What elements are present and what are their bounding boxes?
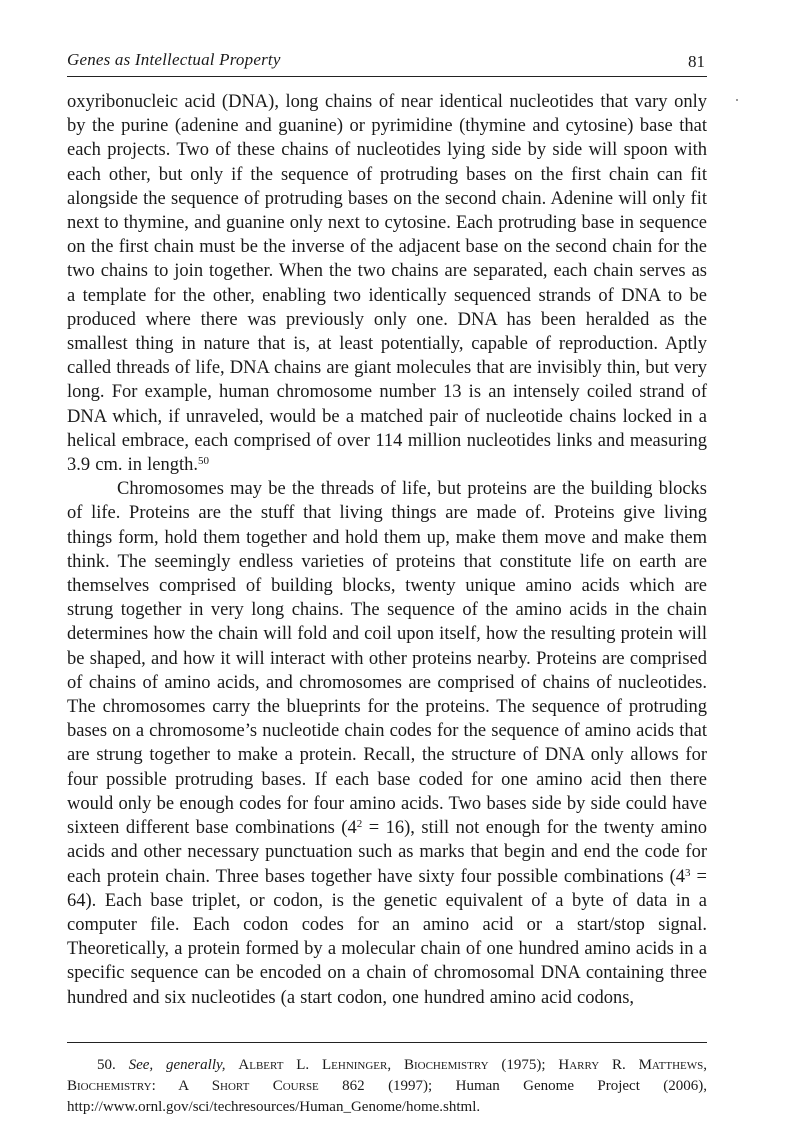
footnote-divider bbox=[67, 1042, 707, 1043]
footnote-text bbox=[67, 1055, 707, 1118]
footnote-citation-1: (1975); bbox=[488, 1057, 559, 1073]
paragraph-proteins-text-1: Chromosomes may be the threads of life, but proteins are the building blocks of life. Proteins are the stuff that living things are made of. Proteins give living things form, hold them together and hold them up, make them move and make them think. The seemingly endless varieties of proteins that constitute life on earth are themselves comprised of building blocks, twenty unique amino acids which are strung together in very long chains. The sequence of the amino acids in the chain determines how the chain will fold and coil upon itself, how the resulting protein will be shaped, and how it will interact with other proteins nearby. Proteins are comprised of chains of amino acids, and chromosomes are comprised of chains of nucleotides. The chromosomes carry the blueprints for the proteins. The sequence of protruding bases on a chromosome’s nucleotide chain codes for the sequence of amino acids that are strung together to make a protein. Recall, the structure of DNA only allows for four possible protruding bases. If each base coded for one amino acid then there would only be enough codes for four amino acids. Two bases side by side could have sixteen different base combinations (4 bbox=[67, 479, 707, 839]
footnote-number: 50. bbox=[97, 1057, 116, 1073]
page-header bbox=[67, 50, 707, 77]
footnote-separator-1: , bbox=[387, 1057, 404, 1073]
footnote-separator-2: , bbox=[703, 1057, 707, 1073]
footnote-50 bbox=[67, 1055, 707, 1118]
footnote-reference[interactable]: 50 bbox=[197, 455, 209, 468]
paragraph-dna-text: oxyribonucleic acid (DNA), long chains of near identical nucleotides that vary only by the purine (adenine and guanine) or pyrimidine (thymine and cytosine) base that each projects. Two of these chains of nucleotides lying side by side will spoon with each other, but only if the sequence of protruding bases on the first chain can fit alongside the sequence of protruding bases on the second chain. Adenine will only fit next to thymine, and guanine only next to cytosine. Each protruding base in sequence on the first chain must be the inverse of the adjacent base on the second chain for the two chains to join together. When the two chains are separated, each chain serves as a template for the other, enabling two identically sequenced strands of DNA to be produced where there was previously only one. DNA has been heralded as the smallest thing in nature that is, at least potentially, capable of reproduction. Aptly called threads of life, DNA chains are giant molecules that are invisibly thin, but very long. For example, human chromosome number 13 is an intensely coiled strand of DNA which, if unraveled, would be a matched pair of nucleotide chains locked in a helical embrace, each comprised of over 114 million nucleotides links and measuring 3.9 cm. in length. bbox=[67, 92, 707, 476]
scan-speck bbox=[736, 99, 738, 101]
page-number: 81 bbox=[688, 52, 705, 71]
footnote-title-2: Biochemistry: A Short Course bbox=[67, 1078, 319, 1094]
body-text bbox=[67, 90, 707, 1010]
footnote-author-2: Harry R. Matthews bbox=[558, 1057, 704, 1073]
footnote-author-1: Albert L. Lehninger bbox=[238, 1057, 388, 1073]
footnote-signal: See, generally, bbox=[128, 1057, 226, 1073]
exponent-2: 2 bbox=[356, 818, 363, 831]
footnote-citation-2[interactable]: 862 (1997); Human Genome Project (2006), http://www.ornl.gov/sci/techresources/Human_Genome/home.shtml. bbox=[67, 1078, 707, 1115]
paragraph-proteins bbox=[67, 477, 707, 1009]
exponent-3: 3 bbox=[685, 866, 691, 879]
paragraph-proteins-text-3: = 64). Each base triplet, or codon, is the genetic equivalent of a byte of data in a computer file. Each codon codes for an amino acid or a start/stop signal. Theoretically, a protein formed by a molecular chain of one hundred amino acids in a specific sequence can be encoded on a chain of chromosomal DNA containing three hundred and six nucleotides (a start codon, one hundred amino acid codons, bbox=[67, 866, 707, 1008]
paragraph-proteins-text-2: = 16), still not enough for the twenty amino acids and other necessary punctuation such as marks that begin and end the code for each protein chain. Three bases together have sixty four possible combinations (4 bbox=[67, 818, 708, 887]
running-head: Genes as Intellectual Property bbox=[67, 50, 281, 69]
footnote-title-1: Biochemistry bbox=[403, 1057, 489, 1073]
paragraph-dna bbox=[67, 90, 707, 477]
